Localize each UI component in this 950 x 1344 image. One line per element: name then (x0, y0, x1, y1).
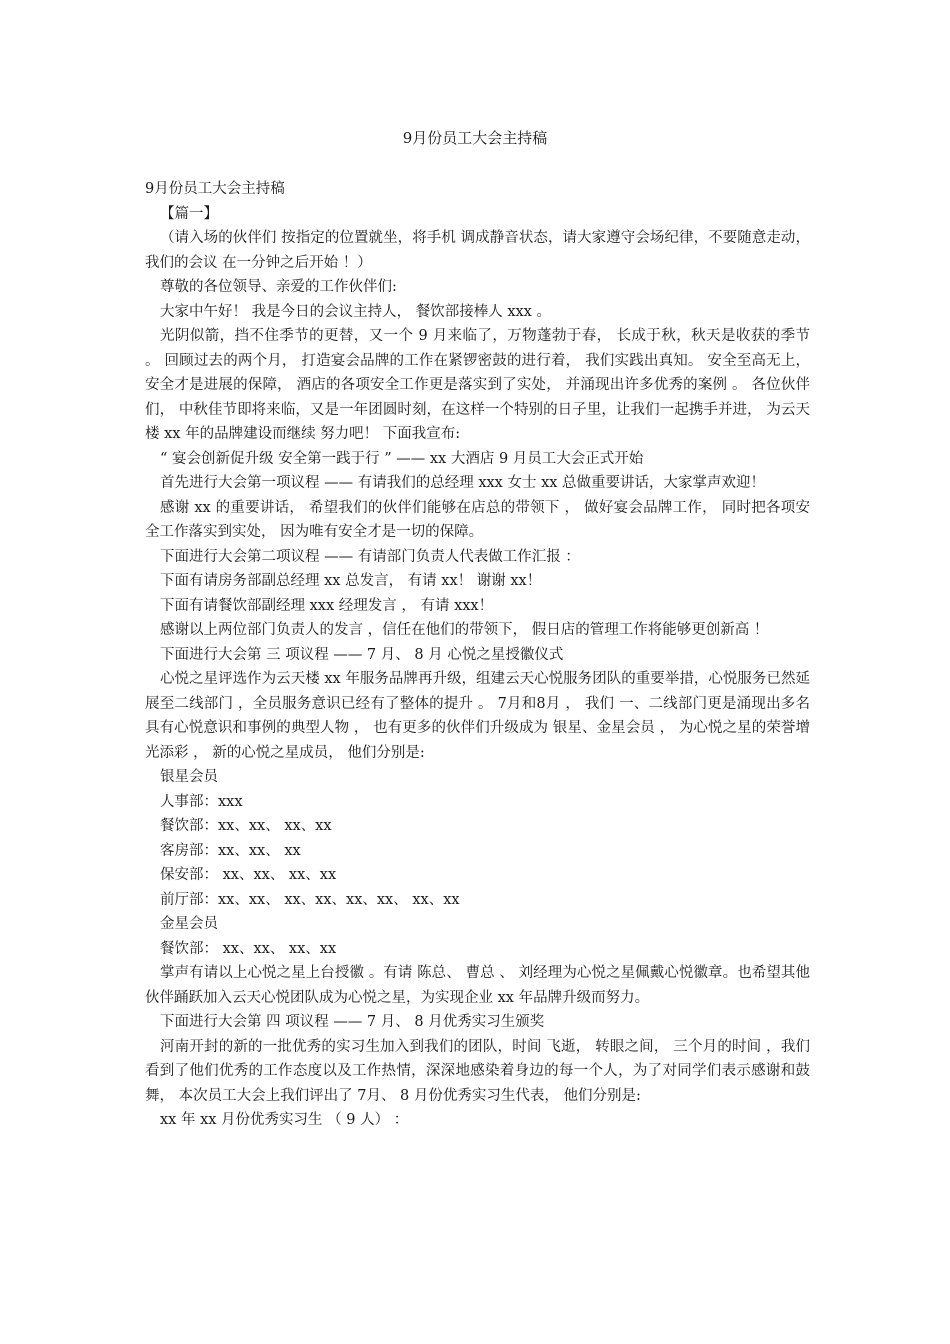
paragraph: 感谢 xx 的重要讲话， 希望我们的伙伴们能够在店总的带领下 ， 做好宴会品牌工作， 同时把各项安全工作落实到实处， 因为唯有安全才是一切的保障。 (145, 499, 810, 540)
paragraph: “ 宴会创新促升级 安全第一践于行 ” —— xx 大酒店 9 月员工大会正式开始 (160, 450, 644, 467)
paragraph: 【篇一】 (160, 205, 218, 222)
paragraph: 金星会员 (160, 916, 218, 932)
paragraph: 尊敬的各位领导、亲爱的工作伙伴们: (160, 279, 397, 295)
paragraph: 大家中午好！ 我是今日的会议主持人， 餐饮部接棒人 xxx 。 (160, 303, 551, 320)
paragraph: 保安部： xx、xx、 xx、xx (160, 867, 337, 883)
paragraph: 人事部：xxx (160, 793, 243, 810)
paragraph: （请入场的伙伴们 按指定的位置就坐，将手机 调成静音状态，请大家遵守会场纪律，不要随意走动， 我们的会议 在一分钟之后开始 ！） (145, 230, 810, 271)
paragraph: 首先进行大会第一项议程 —— 有请我们的总经理 xxx 女士 xx 总做重要讲话，大家掌声欢迎！ (160, 475, 766, 491)
paragraph: 下面进行大会第二项议程 —— 有请部门负责人代表做工作汇报 ： (160, 548, 580, 565)
paragraph: 9月份员工大会主持稿 (145, 181, 285, 197)
paragraph: 客房部：xx、xx、 xx (160, 842, 301, 859)
paragraph: 下面进行大会第 四 项议程 —— 7 月、 8 月优秀实习生颁奖 (160, 1014, 545, 1030)
paragraph: 餐饮部： xx、xx、 xx、xx (160, 940, 337, 957)
paragraph: 河南开封的新的一批优秀的实习生加入到我们的团队，时间 飞逝， 转眼之间， 三个月的时间 ，我们看到了他们优秀的工作态度以及工作热情，深深地感染着身边的每一个人，为了对同学们表示感谢和鼓舞， 本次员工大会上我们评出了 7月、 8 月份优秀实习生代表， 他们分别是: (145, 1038, 810, 1104)
paragraph: xx 年 xx 月份优秀实习生 （ 9 人） ： (160, 1112, 409, 1128)
paragraph: 下面有请餐饮部副经理 xxx 经理发言 ， 有请 xxx！ (160, 597, 494, 614)
document-title: 9月份员工大会主持稿 (402, 129, 548, 147)
paragraph: 餐饮部：xx、xx、 xx、xx (160, 818, 332, 834)
paragraph: 下面进行大会第 三 项议程 —— 7 月、 8 月 心悦之星授徽仪式 (160, 646, 564, 663)
paragraph: 前厅部：xx、xx、 xx、xx、xx、xx、 xx、xx (160, 891, 460, 908)
document-body (145, 177, 810, 1133)
paragraph: 银星会员 (160, 769, 218, 785)
paragraph: 心悦之星评选作为云天楼 xx 年服务品牌再升级，组建云天心悦服务团队的重要举措，心悦服务已然延展至二线部门 ，全员服务意识已经有了整体的提升 。 7月和8月 ， 我们 一、二线部门更是涌现出多名具有心悦意识和事例的典型人物 ， 也有更多的伙伴们升级成为 银星、金星会员 ， 为心悦之星的荣誉增光添彩 ， 新的心悦之星成员， 他们分别是: (145, 671, 810, 761)
paragraph: 光阴似箭，挡不住季节的更替，又一个 9 月来临了，万物蓬勃于春， 长成于秋，秋天是收获的季节 。 回顾过去的两个月， 打造宴会品牌的工作在紧锣密鼓的进行着， 我们实践出真知。 安全至高无上，安全才是进展的保障， 酒店的各项安全工作更是落实到了实处， 并涌现出许多优秀的案例 。 各位伙伴们， 中秋佳节即将来临，又是一年团圆时刻，在这样一个特别的日子里，让我们一起携手并进， 为云天楼 xx 年的品牌建设而继续 努力吧！ 下面我宣布: (145, 328, 810, 442)
paragraph: 掌声有请以上心悦之星上台授徽 。有请 陈总、 曹总 、 刘经理为心悦之星佩戴心悦徽章。也希望其他伙伴踊跃加入云天心悦团队成为心悦之星，为实现企业 xx 年品牌升级而努力。 (145, 965, 810, 1006)
paragraph: 下面有请房务部副总经理 xx 总发言， 有请 xx！ 谢谢 xx！ (160, 573, 542, 589)
paragraph: 感谢以上两位部门负责人的发言 ，信任在他们的带领下， 假日店的管理工作将能够更创新高 ！ (160, 622, 769, 638)
